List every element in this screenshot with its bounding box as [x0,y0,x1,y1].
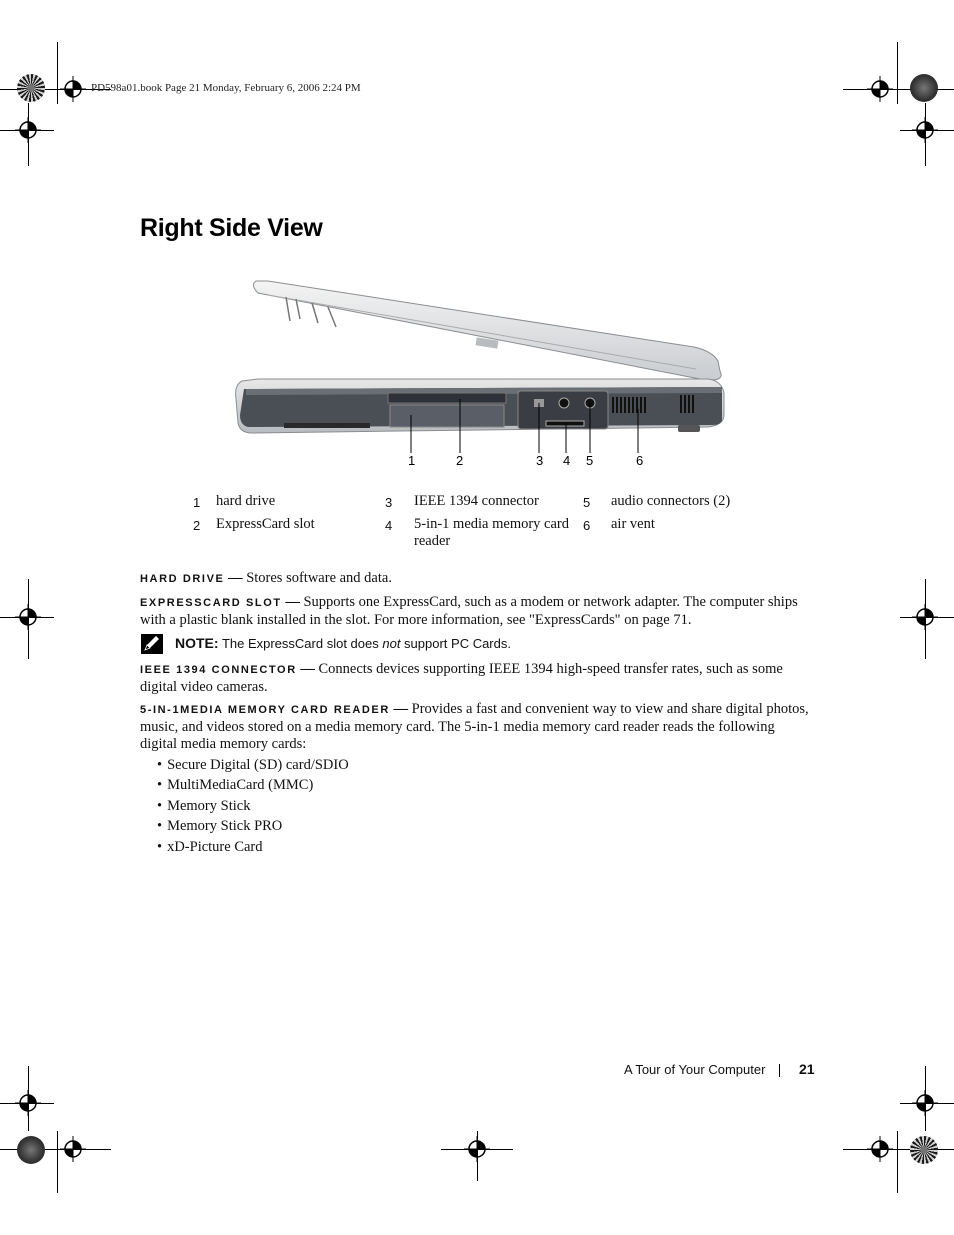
note-pencil-icon [140,633,164,655]
registration-mark-icon [15,117,41,143]
expresscard-description [140,594,815,629]
footer-separator [779,1064,780,1077]
legend-text: air vent [611,516,655,532]
ieee-1394-description [140,661,815,696]
em-dash: — [300,661,315,677]
em-dash: — [393,701,409,717]
callout-label: 3 [536,453,544,468]
description-text: Stores software and data. [242,570,392,586]
term-heading: IEEE 1394 CONNECTOR [140,664,297,676]
registration-mark-icon [60,76,86,102]
legend-text: hard drive [216,493,276,509]
legend-text: ExpressCard slot [216,516,315,532]
term-heading: HARD DRIVE [140,573,225,585]
legend-text: IEEE 1394 connector [414,493,539,509]
callout-label: 6 [636,453,644,468]
callout-label: 1 [408,453,416,468]
laptop-right-side-illustration [228,275,732,475]
note-emphasis: not [382,636,401,651]
legend-number: 6 [583,518,591,533]
star-target-icon [17,74,45,102]
star-target-icon [910,74,938,102]
description-text: Provides a fast and convenient way to view and share digital photos, music, and videos stored on a media memory card. The 5-in-1 media memory card reader reads the following digital media memory cards: [140,701,809,752]
page-number: 21 [799,1061,815,1077]
registration-mark-icon [912,117,938,143]
footer-section-title: A Tour of Your Computer [624,1062,766,1077]
page-title: Right Side View [140,214,323,242]
registration-mark-icon [464,1136,490,1162]
registration-mark-icon [912,1090,938,1116]
crop-mark [57,1131,58,1193]
note-body: The ExpressCard slot does [218,636,383,651]
legend-text: 5-in-1 media memory card reader [414,516,570,549]
legend-number: 3 [385,495,393,510]
media-card-reader-description [140,701,815,753]
description-text: Connects devices supporting IEEE 1394 high-speed transfer rates, such as some digital video cameras. [140,661,783,695]
callout-label: 4 [563,453,571,468]
list-item: • xD-Picture Card [157,837,349,857]
crop-mark [897,1131,898,1193]
print-slug-line: PD598a01.book Page 21 Monday, February 6, 2006 2:24 PM [91,82,361,94]
list-item: • Memory Stick [157,796,349,816]
legend-number: 4 [385,518,393,533]
note-text [175,635,511,651]
description-text: Supports one ExpressCard, such as a modem or network adapter. The computer ships with a plastic blank installed in the slot. For more information, see "ExpressCards" on page 71. [140,594,798,628]
note-box [140,633,815,655]
registration-mark-icon [867,76,893,102]
hard-drive-description [140,570,815,588]
star-target-icon [910,1136,938,1164]
crop-mark [897,42,898,104]
term-heading: EXPRESSCARD SLOT [140,597,282,609]
legend-text: audio connectors (2) [611,493,731,509]
star-target-icon [17,1136,45,1164]
callout-label: 5 [586,453,594,468]
em-dash: — [228,570,243,586]
legend-number: 2 [193,518,201,533]
note-label: NOTE: [175,635,219,651]
note-body: support PC Cards. [400,636,511,651]
registration-mark-icon [912,604,938,630]
list-item: • Memory Stick PRO [157,816,349,836]
registration-mark-icon [15,1090,41,1116]
crop-mark [57,42,58,104]
term-heading: 5-IN-1MEDIA MEMORY CARD READER [140,704,390,716]
list-item: • MultiMediaCard (MMC) [157,775,349,795]
em-dash: — [285,594,300,610]
legend-number: 1 [193,495,201,510]
callout-label: 2 [456,453,464,468]
registration-mark-icon [15,604,41,630]
supported-cards-list [157,755,349,857]
registration-mark-icon [867,1136,893,1162]
list-item: • Secure Digital (SD) card/SDIO [157,755,349,775]
legend-number: 5 [583,495,591,510]
registration-mark-icon [60,1136,86,1162]
